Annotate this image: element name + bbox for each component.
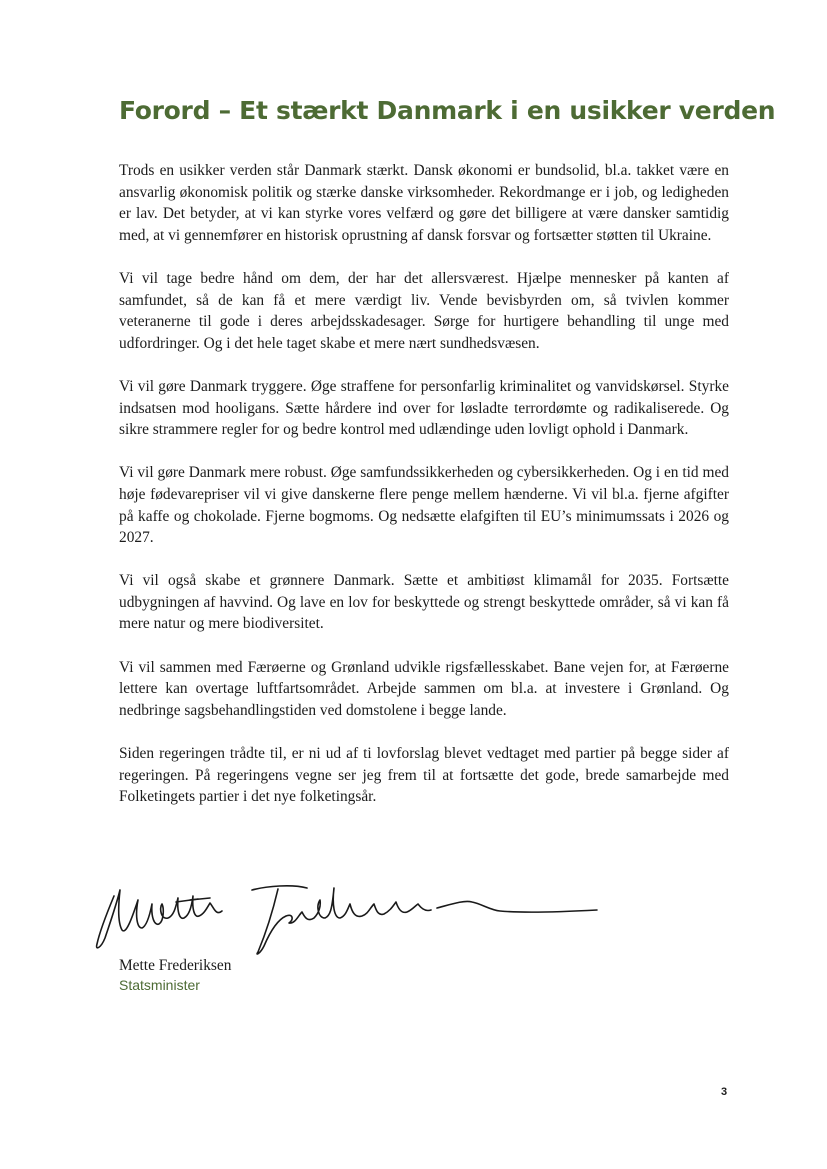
- paragraph: Vi vil tage bedre hånd om dem, der har det allersværest. Hjælpe mennesker på kanten af samfundet, så de kan få et mere værdigt liv. Vende bevisbyrden om, så tvivlen kommer veteranerne til gode i deres arbejdsskadesager. Sørge for hurtigere behandling til unge med udfordringer. Og i det hele taget skabe et mere nært sundhedsvæsen.: [119, 269, 729, 352]
- page-title: Forord – Et stærkt Danmark i en usikker verden: [119, 96, 776, 125]
- signatory-role: Statsminister: [119, 977, 200, 993]
- paragraph: Vi vil gøre Danmark tryggere. Øge straffene for personfarlig kriminalitet og vanvidskørsel. Styrke indsatsen mod hooligans. Sætte hårdere ind over for løsladte terrordømte og radikaliserede. Og sikre strammere regler for og bedre kontrol med udlændinge uden lovligt ophold i Danmark.: [119, 377, 729, 439]
- signatory-name: Mette Frederiksen: [119, 957, 232, 974]
- page-number: 3: [721, 1086, 728, 1098]
- paragraph: Vi vil gøre Danmark mere robust. Øge samfundssikkerheden og cybersikkerheden. Og i en tid med høje fødevarepriser vil vi give danskerne flere penge mellem hænderne. Vi vil bl.a. fjerne afgifter på kaffe og chokolade. Fjerne bogmoms. Og nedsætte elafgiften til EU’s minimumssats i 2026 og 2027.: [119, 464, 729, 547]
- paragraph: Siden regeringen trådte til, er ni ud af ti lovforslag blevet vedtaget med partier på begge sider af regeringen. På regeringens vegne ser jeg frem til at fortsætte det gode, brede samarbejde med Folketingets partier i det nye folketingsår.: [119, 745, 729, 806]
- signature-icon: [92, 878, 602, 956]
- paragraph: Vi vil også skabe et grønnere Danmark. Sætte et ambitiøst klimamål for 2035. Fortsætte udbygningen af havvind. Og lave en lov for beskyttede og strengt beskyttede områder, så vi kan få mere natur og mere biodiversitet.: [119, 572, 729, 633]
- paragraph: Vi vil sammen med Færøerne og Grønland udvikle rigsfællesskabet. Bane vejen for, at Færøerne lettere kan overtage luftfartsområdet. Arbejde sammen om bl.a. at investere i Grønland. Og nedbringe sagsbehandlingstiden ved domstolene i begge lande.: [119, 658, 729, 719]
- paragraph: Trods en usikker verden står Danmark stærkt. Dansk økonomi er bundsolid, bl.a. takket være en ansvarlig økonomisk politik og stærke danske virksomheder. Rekordmange er i job, og ledigheden er lav. Det betyder, at vi kan styrke vores velfærd og gøre det billigere at være dansker samtidig med, at vi gennemfører en historisk oprustning af dansk forsvar og fortsætter støtten til Ukraine.: [119, 162, 729, 244]
- body-text: [119, 160, 729, 829]
